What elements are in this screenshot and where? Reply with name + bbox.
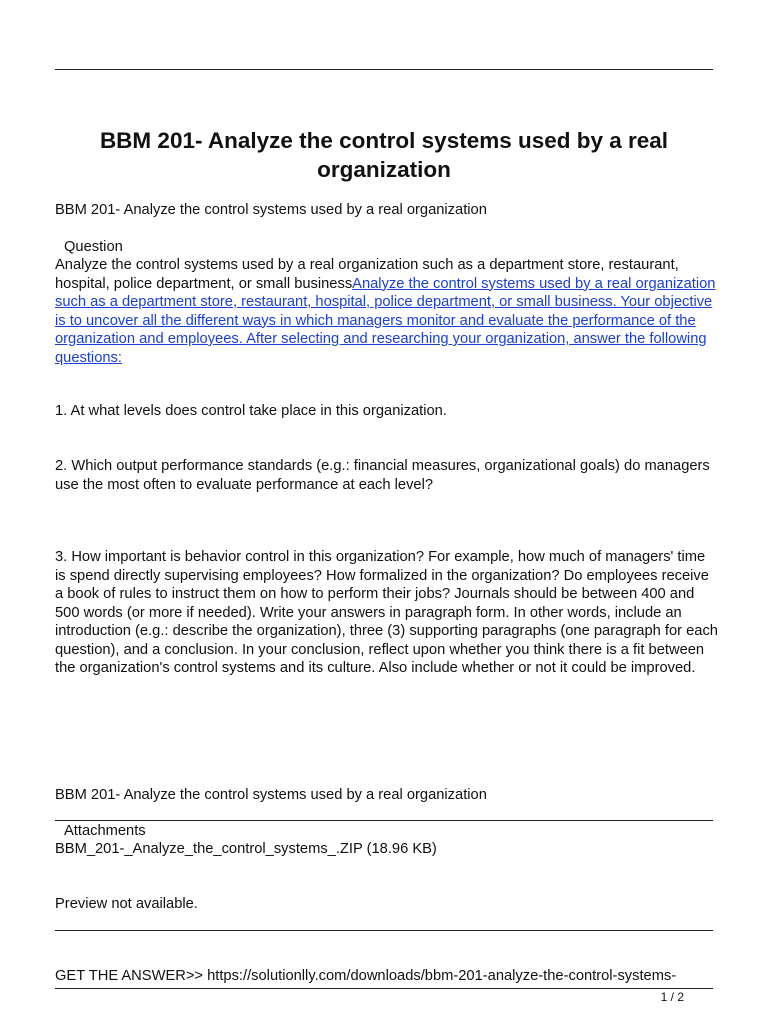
answer-link[interactable]: GET THE ANSWER>> https://solutionlly.com/downloads/bbm-201-analyze-the-control-systems- xyxy=(55,968,677,984)
document-subtitle: BBM 201- Analyze the control systems used by a real organization xyxy=(55,202,487,218)
preview-rule xyxy=(55,930,713,931)
document-title: BBM 201- Analyze the control systems used by a real organization xyxy=(99,128,669,182)
question-2: 2. Which output performance standards (e.g.: financial measures, organizational goals) do managers use the most often to evaluate performance at each level? xyxy=(55,458,710,493)
question-3: 3. How important is behavior control in this organization? For example, how much of managers' time is spend directly supervising employees? How formalized in the organization? Do employees receive a book of rules to instruct them on how to perform their jobs? Journals should be between 400 and 500 words (or more if needed). Write your answers in paragraph form. In other words, include an introduction (e.g.: describe the organization), three (3) supporting paragraphs (one paragraph for each question), and a conclusion. In your conclusion, reflect upon whether you think there is a fit between the organization's control systems and its culture. Also include whether or not it could be improved. xyxy=(55,549,718,676)
question-intro: Analyze the control systems used by a real organization such as a department store, restaurant, hospital, police department, or small business xyxy=(55,257,679,292)
attachments-label: Attachments xyxy=(64,823,146,839)
document-subtitle-repeat: BBM 201- Analyze the control systems used by a real organization xyxy=(55,787,487,803)
preview-text: Preview not available. xyxy=(55,896,198,912)
footer-rule xyxy=(55,988,713,989)
top-rule xyxy=(55,69,713,70)
page-number: 1 / 2 xyxy=(660,990,684,1004)
question-paragraph xyxy=(55,256,719,367)
attachment-file[interactable]: BBM_201-_Analyze_the_control_systems_.ZIP (18.96 KB) xyxy=(55,841,437,857)
question-label: Question xyxy=(64,239,123,255)
question-link[interactable]: Analyze the control systems used by a real organization such as a department store, restaurant, hospital, police department, or small business. Your objective is to uncover all the different ways in which managers monitor and evaluate the performance of the organization and employees. After selecting and researching your organization, answer the following questions: xyxy=(55,275,716,366)
question-1: 1. At what levels does control take place in this organization. xyxy=(55,403,447,419)
attachments-rule xyxy=(55,820,713,821)
